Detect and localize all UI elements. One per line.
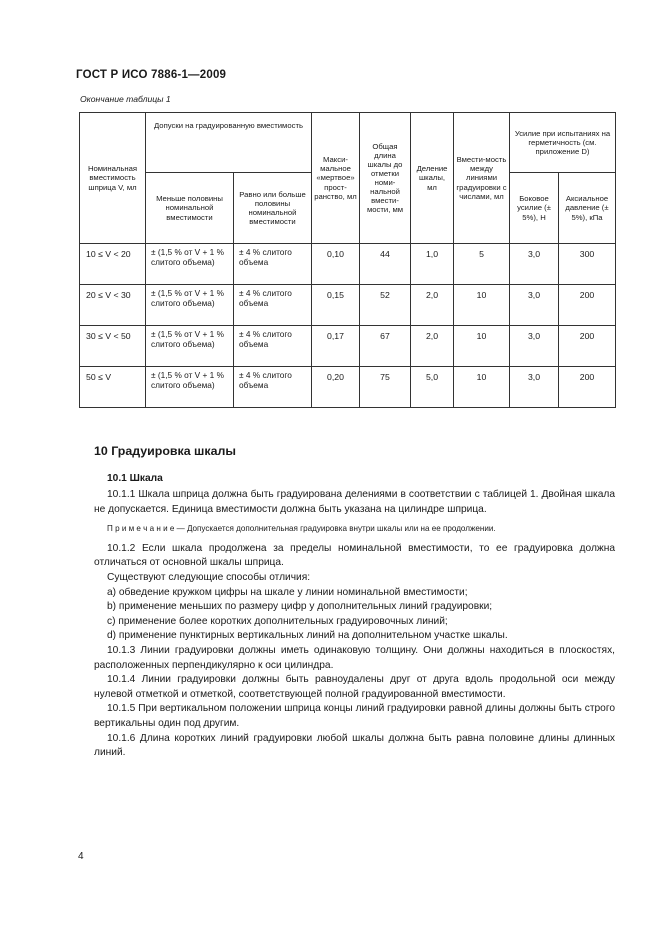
cell-side-force: 3,0 bbox=[510, 244, 559, 285]
header-scale-length: Общая длина шкалы до отметки номи-нальной вмести-мости, мм bbox=[360, 113, 411, 244]
list-item-a: a) обведение кружком цифры на шкале у линии номинальной вместимости; bbox=[107, 586, 468, 598]
cell-tolerance-less: ± (1,5 % от V + 1 % слитого объема) bbox=[146, 326, 234, 367]
tolerance-table bbox=[79, 112, 616, 408]
table-row bbox=[80, 326, 616, 367]
paragraph-10-1-4: 10.1.4 Линии градуировки должны быть равноудалены друг от друга вдоль продольной оси между нулевой отметкой и отметкой, соответствующей полной градуированной вместимости. bbox=[94, 674, 615, 700]
header-axial-pressure: Аксиальное давление (± 5%), кПа bbox=[559, 173, 616, 244]
cell-nominal: 20 ≤ V < 30 bbox=[80, 285, 146, 326]
table-row bbox=[80, 244, 616, 285]
cell-division: 1,0 bbox=[411, 244, 454, 285]
note-paragraph: П р и м е ч а н и е — Допускается дополнительная градуировка внутри шкалы или на ее продолжении. bbox=[107, 524, 496, 534]
cell-dead-space: 0,15 bbox=[312, 285, 360, 326]
cell-capacity: 5 bbox=[454, 244, 510, 285]
section-body bbox=[94, 488, 615, 761]
cell-axial-pressure: 200 bbox=[559, 367, 616, 408]
cell-tolerance-more: ± 4 % слитого объема bbox=[234, 285, 312, 326]
paragraph-10-1-2: 10.1.2 Если шкала продолжена за пределы номинальной вместимости, то ее градуировка должна отличаться от основной шкалы шприца. bbox=[94, 542, 615, 569]
header-dead-space: Макси-мальное «мертвое» прост-ранство, мл bbox=[312, 113, 360, 244]
header-tolerance-more-half: Равно или больше половины номинальной вместимости bbox=[234, 173, 312, 244]
header-tolerance-group: Допуски на градуированную вместимость bbox=[146, 113, 312, 173]
header-side-force: Боковое усилие (± 5%), Н bbox=[510, 173, 559, 244]
cell-nominal: 30 ≤ V < 50 bbox=[80, 326, 146, 367]
cell-axial-pressure: 200 bbox=[559, 285, 616, 326]
page-number: 4 bbox=[78, 851, 84, 862]
cell-dead-space: 0,10 bbox=[312, 244, 360, 285]
list-item-d: d) применение пунктирных вертикальных линий на дополнительном участке шкалы. bbox=[107, 630, 508, 642]
cell-scale-length: 75 bbox=[360, 367, 411, 408]
paragraph-10-1-1: 10.1.1 Шкала шприца должна быть градуирована делениями в соответствии с таблицей 1. Двойная шкала не допускается. Единица вместимости должна быть указана на цилиндре шприца. bbox=[94, 489, 615, 515]
cell-capacity: 10 bbox=[454, 285, 510, 326]
table-caption: Окончание таблицы 1 bbox=[80, 94, 171, 104]
cell-tolerance-less: ± (1,5 % от V + 1 % слитого объема) bbox=[146, 367, 234, 408]
cell-tolerance-less: ± (1,5 % от V + 1 % слитого объема) bbox=[146, 244, 234, 285]
cell-scale-length: 52 bbox=[360, 285, 411, 326]
header-division: Деление шкалы, мл bbox=[411, 113, 454, 244]
document-header: ГОСТ Р ИСО 7886-1—2009 bbox=[76, 69, 227, 81]
paragraph-10-1-3: 10.1.3 Линии градуировки должны иметь одинаковую толщину. Они должны находиться в плоскостях, расположенных перпендикулярно к оси цилиндра. bbox=[94, 644, 615, 671]
header-nominal-capacity: Номинальная вместимость шприца V, мл bbox=[80, 113, 146, 244]
paragraph-10-1-5: 10.1.5 При вертикальном положении шприца концы линий градуировки равной длины должны быть строго вертикальны один под другим. bbox=[94, 703, 615, 729]
cell-nominal: 10 ≤ V < 20 bbox=[80, 244, 146, 285]
cell-axial-pressure: 300 bbox=[559, 244, 616, 285]
cell-scale-length: 67 bbox=[360, 326, 411, 367]
cell-tolerance-more: ± 4 % слитого объема bbox=[234, 367, 312, 408]
header-capacity-between-numbered-lines: Вмести-мость между линиями градуировки с числами, мл bbox=[454, 113, 510, 244]
header-leak-test-force-group: Усилие при испытаниях на герметичность (см. приложение D) bbox=[510, 113, 616, 173]
cell-dead-space: 0,20 bbox=[312, 367, 360, 408]
list-item-b: b) применение меньших по размеру цифр у дополнительных линий градуировки; bbox=[107, 601, 493, 613]
cell-division: 2,0 bbox=[411, 285, 454, 326]
section-heading: 10 Градуировка шкалы bbox=[94, 444, 236, 458]
cell-side-force: 3,0 bbox=[510, 326, 559, 367]
subsection-heading: 10.1 Шкала bbox=[107, 473, 163, 484]
cell-scale-length: 44 bbox=[360, 244, 411, 285]
table-row bbox=[80, 285, 616, 326]
paragraph-10-1-6: 10.1.6 Длина коротких линий градуировки любой шкалы должна быть равна половине длины длинных линий. bbox=[94, 732, 615, 759]
list-item-c: c) применение более коротких дополнительных градуировочных линий; bbox=[107, 615, 448, 627]
cell-tolerance-less: ± (1,5 % от V + 1 % слитого объема) bbox=[146, 285, 234, 326]
cell-division: 2,0 bbox=[411, 326, 454, 367]
cell-tolerance-more: ± 4 % слитого объема bbox=[234, 326, 312, 367]
cell-axial-pressure: 200 bbox=[559, 326, 616, 367]
header-tolerance-less-half: Меньше половины номинальной вместимости bbox=[146, 173, 234, 244]
cell-side-force: 3,0 bbox=[510, 285, 559, 326]
cell-nominal: 50 ≤ V bbox=[80, 367, 146, 408]
cell-capacity: 10 bbox=[454, 326, 510, 367]
cell-side-force: 3,0 bbox=[510, 367, 559, 408]
table-row bbox=[80, 367, 616, 408]
cell-dead-space: 0,17 bbox=[312, 326, 360, 367]
cell-tolerance-more: ± 4 % слитого объема bbox=[234, 244, 312, 285]
paragraph-ways: Существуют следующие способы отличия: bbox=[107, 571, 311, 583]
cell-division: 5,0 bbox=[411, 367, 454, 408]
cell-capacity: 10 bbox=[454, 367, 510, 408]
